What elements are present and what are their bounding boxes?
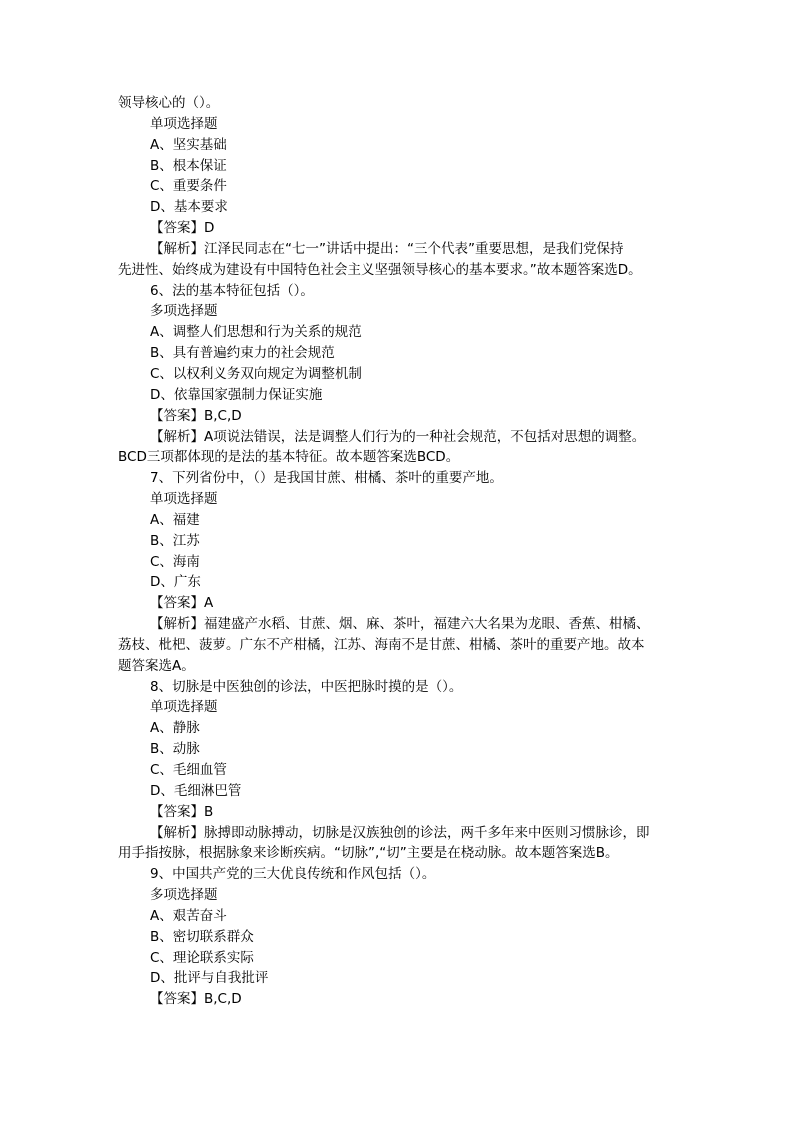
text-line: 单项选择题: [150, 699, 218, 716]
text-line: D、广东: [150, 574, 201, 591]
text-line: 多项选择题: [150, 303, 218, 320]
text-line: D、毛细淋巴管: [150, 782, 242, 799]
text-line: B、江苏: [150, 532, 200, 549]
text-line: A、艰苦奋斗: [150, 907, 227, 924]
text-line: 【解析】A项说法错误，法是调整人们行为的一种社会规范，不包括对思想的调整。: [150, 428, 646, 445]
text-line: 9、中国共产党的三大优良传统和作风包括（）。: [150, 866, 436, 883]
text-line: D、批评与自我批评: [150, 970, 269, 987]
text-line: C、毛细血管: [150, 762, 227, 778]
text-line: B、根本保证: [150, 157, 227, 174]
text-line: A、静脉: [150, 720, 200, 737]
text-line: C、以权利义务双向规定为调整机制: [150, 365, 362, 382]
text-line: 领导核心的（）。: [118, 95, 220, 111]
document-body: [118, 93, 678, 1010]
text-line: B、具有普遍约束力的社会规范: [150, 345, 335, 362]
text-line: BCD三项都体现的是法的基本特征。故本题答案选BCD。: [118, 449, 460, 466]
text-line: 8、切脉是中医独创的诊法，中医把脉时摸的是（）。: [150, 678, 463, 695]
text-line: 荔枝、枇杷、菠萝。广东不产柑橘，江苏、海南不是甘蔗、柑橘、茶叶的重要产地。故本: [118, 636, 645, 653]
text-line: 【解析】福建盛产水稻、甘蔗、烟、麻、茶叶，福建六大名果为龙眼、香蕉、柑橘、: [150, 616, 650, 633]
text-line: 单项选择题: [150, 115, 218, 132]
text-line: 【答案】A: [150, 595, 214, 612]
text-line: D、依靠国家强制力保证实施: [150, 386, 323, 403]
text-line: 7、下列省份中，（）是我国甘蔗、柑橘、茶叶的重要产地。: [150, 470, 503, 487]
text-line: B、密切联系群众: [150, 928, 254, 945]
text-line: A、坚实基础: [150, 136, 227, 153]
text-line: 先进性、始终成为建设有中国特色社会主义坚强领导核心的基本要求。”故本题答案选D。: [118, 261, 642, 278]
text-line: A、福建: [150, 511, 200, 528]
text-line: 【答案】B,C,D: [150, 991, 242, 1008]
text-line: 【解析】脉搏即动脉搏动，切脉是汉族独创的诊法，两千多年来中医则习惯脉诊，即: [150, 824, 650, 841]
text-line: C、理论联系实际: [150, 949, 254, 966]
text-line: 【答案】D: [150, 220, 215, 237]
text-line: C、重要条件: [150, 178, 227, 195]
text-line: A、调整人们思想和行为关系的规范: [150, 324, 362, 341]
text-line: 单项选择题: [150, 491, 218, 508]
text-line: 【答案】B,C,D: [150, 407, 242, 424]
text-line: 多项选择题: [150, 887, 218, 904]
text-line: 用手指按脉，根据脉象来诊断疾病。“切脉”,“切”主要是在桡动脉。故本题答案选B。: [118, 845, 619, 862]
text-line: 题答案选A。: [118, 657, 195, 674]
text-line: C、海南: [150, 553, 200, 570]
text-line: 【答案】B: [150, 803, 214, 820]
text-line: B、动脉: [150, 741, 200, 758]
text-line: D、基本要求: [150, 199, 228, 216]
text-line: 6、法的基本特征包括（）。: [150, 282, 314, 299]
text-line: 【解析】江泽民同志在“七一”讲话中提出：“三个代表”重要思想，是我们党保持: [150, 240, 624, 257]
